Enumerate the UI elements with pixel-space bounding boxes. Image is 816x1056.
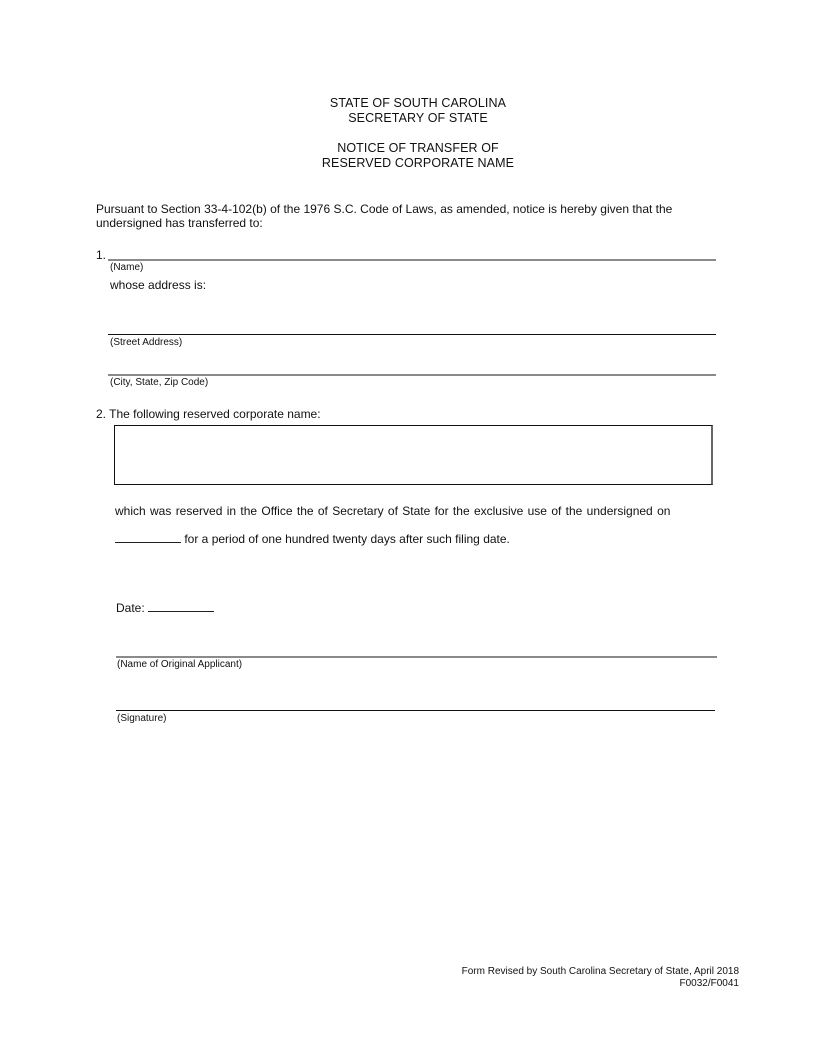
reserved-date-row (115, 531, 510, 546)
section-1-number: 1. (96, 248, 107, 262)
city-state-zip-label: (City, State, Zip Code) (110, 377, 209, 388)
address-intro: whose address is: (110, 278, 207, 292)
street-address-field[interactable] (108, 334, 716, 335)
name-label: (Name) (110, 262, 144, 273)
reserved-name-box[interactable] (114, 425, 713, 485)
name-field[interactable] (108, 259, 716, 261)
date-field[interactable] (148, 600, 214, 612)
period-text: for a period of one hundred twenty days after such filing date. (184, 532, 510, 546)
original-applicant-label: (Name of Original Applicant) (117, 659, 243, 670)
city-state-zip-field[interactable] (108, 374, 716, 376)
form-title-line2: RESERVED CORPORATE NAME (321, 156, 515, 170)
original-applicant-field[interactable] (116, 656, 717, 658)
date-row (116, 600, 214, 615)
form-number: F0032/F0041 (679, 978, 739, 989)
signature-field[interactable] (116, 710, 715, 711)
secretary-heading: SECRETARY OF STATE (348, 111, 488, 125)
intro-text-line2: undersigned has transferred to: (96, 216, 263, 230)
form-title-line1: NOTICE OF TRANSFER OF (337, 141, 499, 155)
signature-label: (Signature) (117, 713, 167, 724)
reserved-statement: which was reserved in the Office the of Secretary of State for the exclusive use of the undersigned on (115, 504, 671, 518)
street-address-label: (Street Address) (110, 337, 183, 348)
state-heading: STATE OF SOUTH CAROLINA (329, 96, 507, 110)
section-2-label: 2. The following reserved corporate name: (96, 407, 321, 421)
date-label: Date: (116, 601, 145, 615)
form-revised-note: Form Revised by South Carolina Secretary of State, April 2018 (461, 966, 739, 977)
reserved-date-field[interactable] (115, 531, 181, 543)
intro-text-line1: Pursuant to Section 33-4-102(b) of the 1976 S.C. Code of Laws, as amended, notice is hereby given that the (96, 202, 673, 216)
